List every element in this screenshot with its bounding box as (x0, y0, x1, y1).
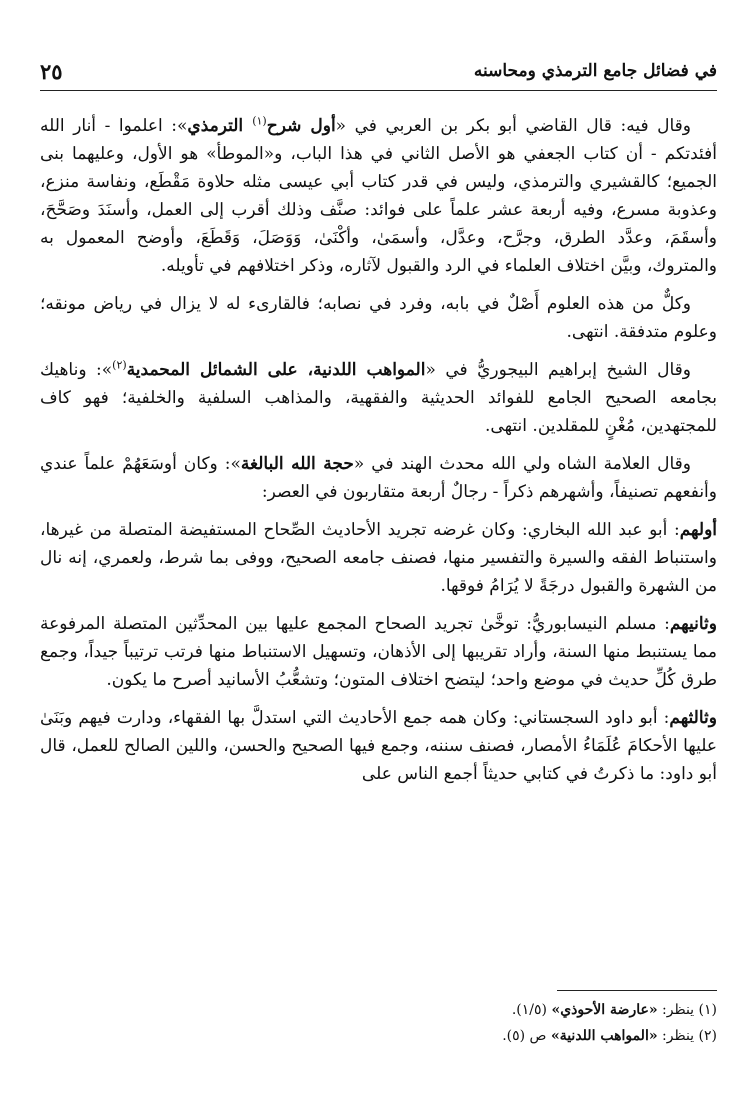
footnote-marker: (٢) (112, 358, 127, 372)
paragraph-ibn-al-arabi (40, 112, 717, 280)
book-title: «المواهب اللدنية» (550, 1028, 658, 1044)
ordinal-heading: أولهم (679, 520, 717, 540)
running-head: في فضائل جامع الترمذي ومحاسنه (473, 61, 717, 81)
book-title: «عارضة الأحوذي» (551, 1002, 658, 1018)
text-run: وقال العلامة الشاه ولي الله محدث الهند في « (353, 454, 691, 474)
text-run: : مسلم النيسابوريُّ: توخَّىٰ تجريد الصحاح المجمع عليها بين المحدِّثين المتصلة المرفوعة مما يستنبط منها السنة، وأراد تقريبها إلى الأذهان، وتسهيل الاستنباط منها فرتب ترتيباً جيداً، وجمع طرق كُلِّ حديث في موضع واحد؛ ليتضح اختلاف المتون؛ وتشعُّبُ الأسانيد أصرح ما يكون. (40, 614, 717, 690)
text-run: وقال فيه: قال القاضي أبو بكر بن العربي في « (335, 116, 691, 136)
ordinal-heading: وثانيهم (669, 614, 717, 634)
page-header (40, 52, 717, 91)
text-run: »: وناهيك بجامعه الصحيح الجامع للفوائد الحديثية والفقهية، والمذاهب السلفية والخلفية؛ فهو كاف للمجتهدين، مُغْنٍ للمقلدين. انتهى. (40, 360, 717, 436)
footnote-1 (40, 997, 717, 1023)
paragraph-bayjuri (40, 356, 717, 440)
paragraph-second-muslim (40, 610, 717, 694)
footnote-number: (٢) (698, 1028, 717, 1044)
footnotes (40, 990, 717, 1049)
paragraph-third-abu-dawud (40, 704, 717, 788)
footnote-marker: (١) (252, 114, 267, 128)
book-title: أول شرح (266, 116, 336, 136)
text-run: : أبو داود السجستاني: وكان همه جمع الأحاديث التي استدلَّ بها الفقهاء، ودارت فيهم وبَنَىٰ عليها الأحكامَ عُلَمَاءُ الأمصار، فصنف سننه، وجمع فيها الصحيح والحسن، واللين الصالح للعمل، قال أبو داود: ما ذكرتُ في كتابي حديثاً أجمع الناس على (40, 708, 717, 784)
paragraph-sciences (40, 290, 717, 346)
text-run: »: وكان أوسَعَهُمْ علماً عندي وأنفعهم تصنيفاً، وأشهرهم ذكراً - رجالٌ أربعة متقاربون في العصر: (40, 454, 717, 502)
book-title: الترمذي (187, 116, 253, 136)
paragraph-shah-waliullah (40, 450, 717, 506)
text-run: : أبو عبد الله البخاري: وكان غرضه تجريد الأحاديث الصِّحاح المستفيضة المتصلة من غيرها، واستنباط الفقه والسيرة والتفسير منها، فصنف جامعه الصحيح، ووفى بما شرط، ولعمري، إنه نال من الشهرة والقبول درجَةً لا يُرَامُ فوقها. (40, 520, 717, 596)
text-run: ينظر: (657, 1002, 695, 1018)
page-number: ٢٥ (40, 58, 63, 84)
book-title: حجة الله البالغة (240, 454, 354, 474)
main-text (40, 112, 717, 798)
text-run: ص (٥). (502, 1028, 551, 1044)
paragraph-first-bukhari (40, 516, 717, 600)
footnote-divider (557, 990, 717, 991)
text-run: »: اعلموا - أنار الله أفئدتكم - أن كتاب الجعفي هو الأصل الثاني في هذا الباب، و«الموطأ» هو الأول، وعليهما بنى الجميع؛ كالقشيري والترمذي، وليس في قدر كتاب أبي عيسى مثله حلاوة مَقْطَع، ونفاسة منزع، وعذوبة مسرع، وفيه أربعة عشر علماً على فوائد: صنَّف وذلك أقرب إلى العمل، وأسنَدَ وصَحَّحَ، وأسقَمَ، وعدَّد الطرق، وجرَّح، وعدَّل، وأسمَىٰ، وأكْنَىٰ، وَوَصَلَ، وَقَطَعَ، وأوضح المعمول به والمتروك، وبيَّن اختلاف العلماء في الرد والقبول لآثاره، وذكر اختلافهم في تأويله. (40, 116, 717, 276)
footnote-2 (40, 1023, 717, 1049)
text-run: وكلٌّ من هذه العلوم أَصْلٌ في بابه، وفرد في نصابه؛ فالقارىء له لا يزال في رياض مونقه؛ وعلوم متدفقة. انتهى. (40, 294, 717, 342)
text-run: (١/٥). (511, 1002, 552, 1018)
book-title: المواهب اللدنية، على الشمائل المحمدية (126, 360, 426, 380)
footnote-number: (١) (698, 1002, 717, 1018)
text-run: وقال الشيخ إبراهيم البيجوريُّ في « (425, 360, 692, 380)
ordinal-heading: وثالثهم (669, 708, 717, 728)
text-run: ينظر: (657, 1028, 695, 1044)
